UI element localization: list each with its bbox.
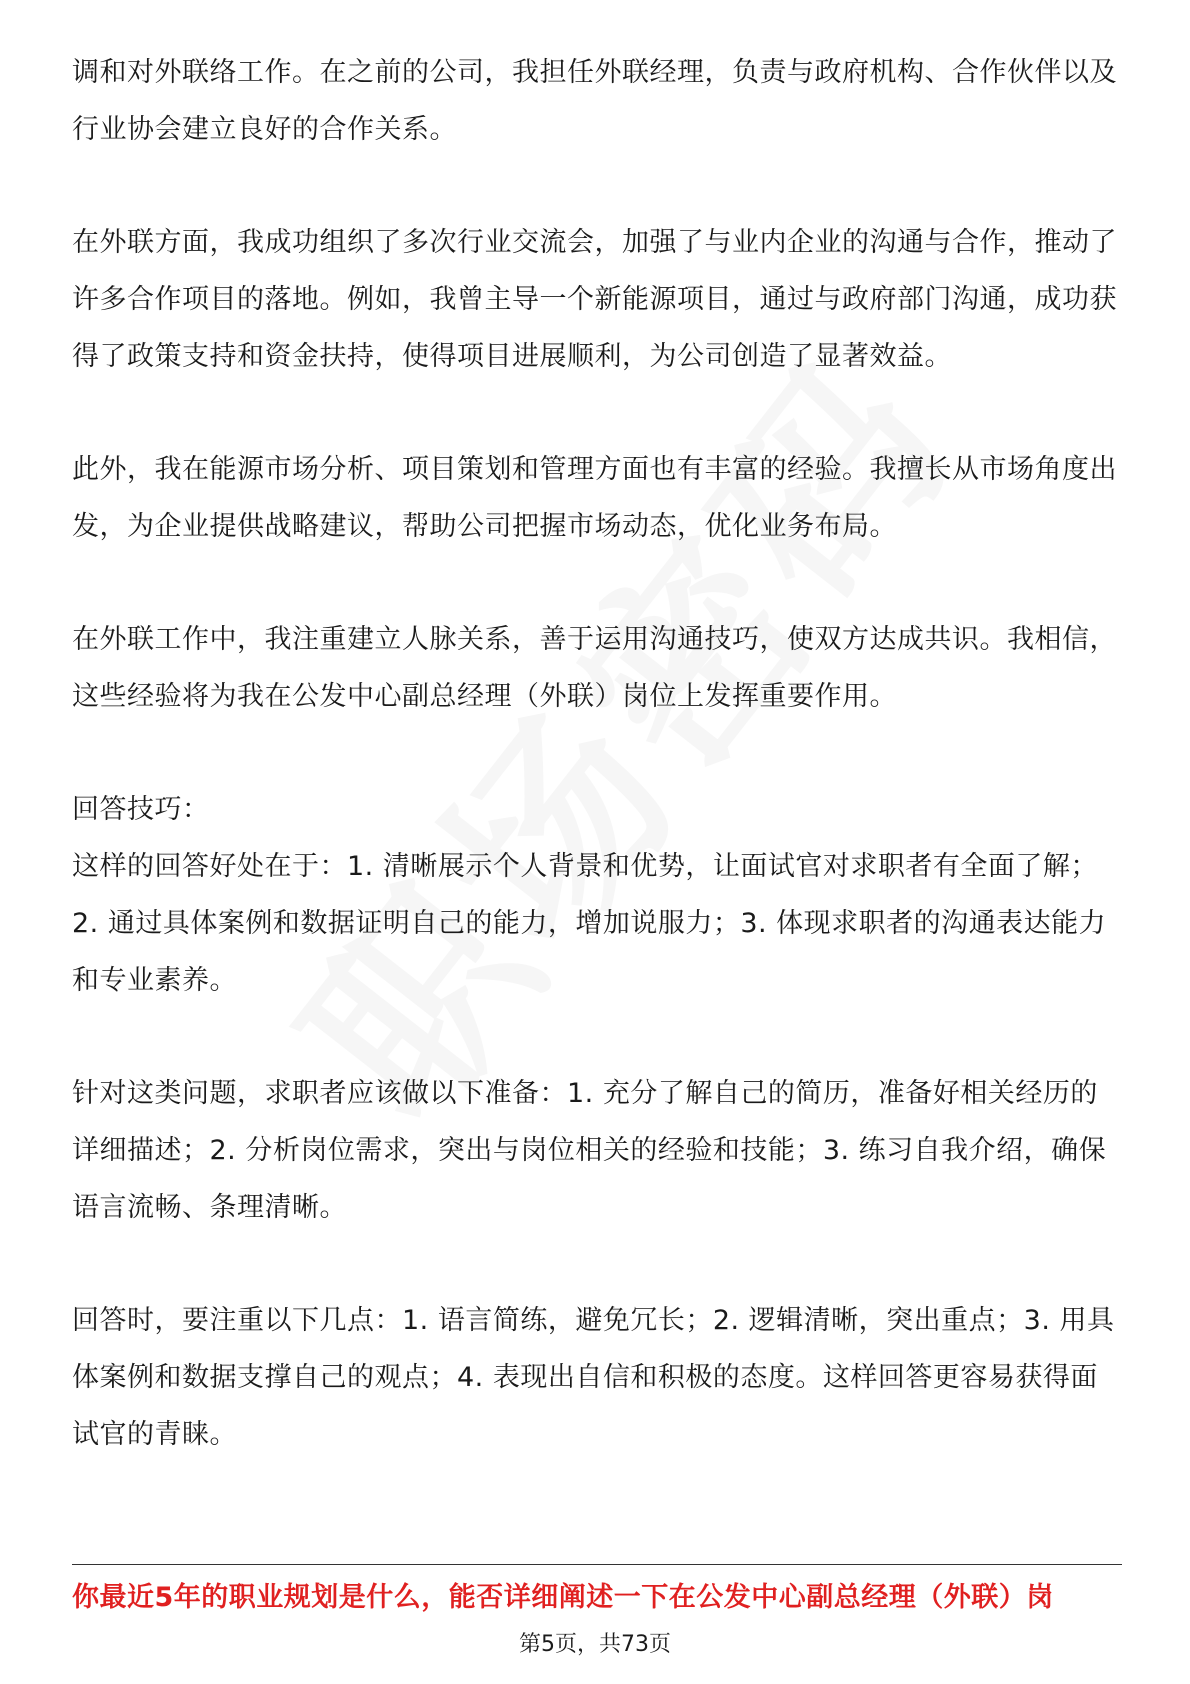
tip-paragraph-3: 回答时，要注重以下几点：1. 语言简练，避免冗长；2. 逻辑清晰，突出重点；3. 用具体案例和数据支撑自己的观点；4. 表现出自信和积极的态度。这样回答更容易获得面试官的青睐。 bbox=[72, 1305, 1115, 1450]
tip-paragraph-2: 针对这类问题，求职者应该做以下准备：1. 充分了解自己的简历，准备好相关经历的详细描述；2. 分析岗位需求，突出与岗位相关的经验和技能；3. 练习自我介绍，确保语言流畅、条理清晰。 bbox=[72, 1078, 1107, 1223]
section-divider bbox=[72, 1564, 1122, 1565]
paragraph-4: 在外联工作中，我注重建立人脉关系，善于运用沟通技巧，使双方达成共识。我相信，这些经验将为我在公发中心副总经理（外联）岗位上发挥重要作用。 bbox=[72, 624, 1117, 712]
paragraph-1: 调和对外联络工作。在之前的公司，我担任外联经理，负责与政府机构、合作伙伴以及行业协会建立良好的合作关系。 bbox=[72, 57, 1117, 145]
page-number: 第5页，共73页 bbox=[519, 1632, 671, 1657]
page-content bbox=[72, 44, 1122, 1463]
tips-heading: 回答技巧： bbox=[72, 794, 210, 825]
next-question-heading: 你最近5年的职业规划是什么，能否详细阐述一下在公发中心副总经理（外联）岗 bbox=[72, 1582, 1054, 1613]
tip-paragraph-1: 这样的回答好处在于：1. 清晰展示个人背景和优势，让面试官对求职者有全面了解；2. 通过具体案例和数据证明自己的能力，增加说服力；3. 体现求职者的沟通表达能力和专业素养。 bbox=[72, 851, 1107, 996]
paragraph-3: 此外，我在能源市场分析、项目策划和管理方面也有丰富的经验。我擅长从市场角度出发，为企业提供战略建议，帮助公司把握市场动态，优化业务布局。 bbox=[72, 454, 1117, 542]
paragraph-2: 在外联方面，我成功组织了多次行业交流会，加强了与业内企业的沟通与合作，推动了许多合作项目的落地。例如，我曾主导一个新能源项目，通过与政府部门沟通，成功获得了政策支持和资金扶持，使得项目进展顺利，为公司创造了显著效益。 bbox=[72, 227, 1117, 372]
